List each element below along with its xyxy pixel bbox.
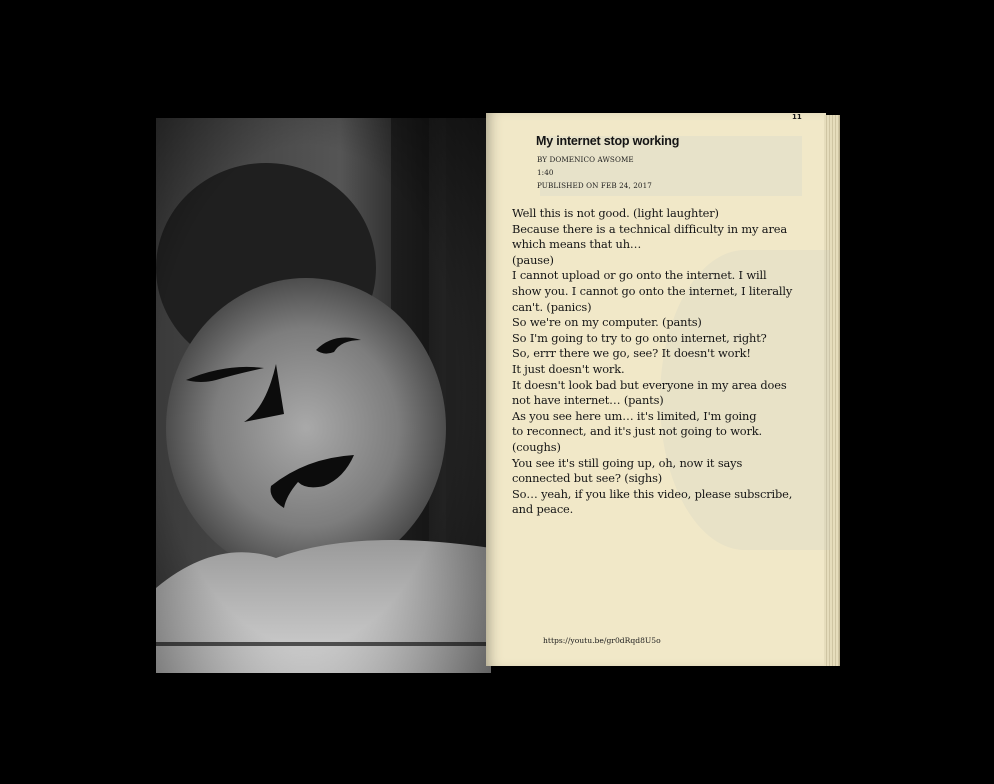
transcript-line: Because there is a technical difficulty in my area [512, 221, 787, 236]
transcript-line: So we're on my computer. (pants) [512, 315, 702, 330]
transcript-line: (pause) [512, 252, 554, 267]
video-duration: 1:40 [537, 168, 554, 177]
video-link: https://youtu.be/gr0dRqd8U5o [543, 636, 661, 645]
transcript-line: I cannot upload or go onto the internet. I will [512, 268, 767, 283]
transcript-line: So, errr there we go, see? It doesn't work! [512, 346, 751, 361]
transcript-line: It doesn't look bad but everyone in my area does [512, 377, 787, 392]
transcript-line: (coughs) [512, 439, 561, 454]
transcript-line: and peace. [512, 502, 574, 517]
byline: BY DOMENICO AWSOME [537, 155, 634, 164]
transcript-line: So… yeah, if you like this video, please subscribe, [512, 486, 793, 501]
transcript-line: It just doesn't work. [512, 361, 625, 376]
transcript-line: So I'm going to try to go onto internet, right? [512, 330, 767, 345]
photo-page [156, 118, 491, 673]
transcript-line: You see it's still going up, oh, now it says [512, 455, 743, 470]
transcript-line: As you see here um… it's limited, I'm going [512, 408, 757, 423]
transcript-line: to reconnect, and it's just not going to work. [512, 424, 763, 439]
page-number: 11 [792, 113, 802, 121]
transcript-line: which means that uh… [512, 237, 642, 252]
transcript-line: connected but see? (sighs) [512, 471, 663, 486]
transcript-line: not have internet… (pants) [512, 393, 664, 408]
transcript-body [512, 206, 812, 518]
transcript-line: show you. I cannot go onto the internet, I literally [512, 283, 793, 298]
article-title: My internet stop working [536, 134, 680, 148]
masked-portrait-image [156, 118, 491, 673]
transcript-line: can't. (panics) [512, 299, 592, 314]
transcript-line: Well this is not good. (light laughter) [512, 206, 719, 220]
publish-date: PUBLISHED ON FEB 24, 2017 [537, 181, 652, 190]
